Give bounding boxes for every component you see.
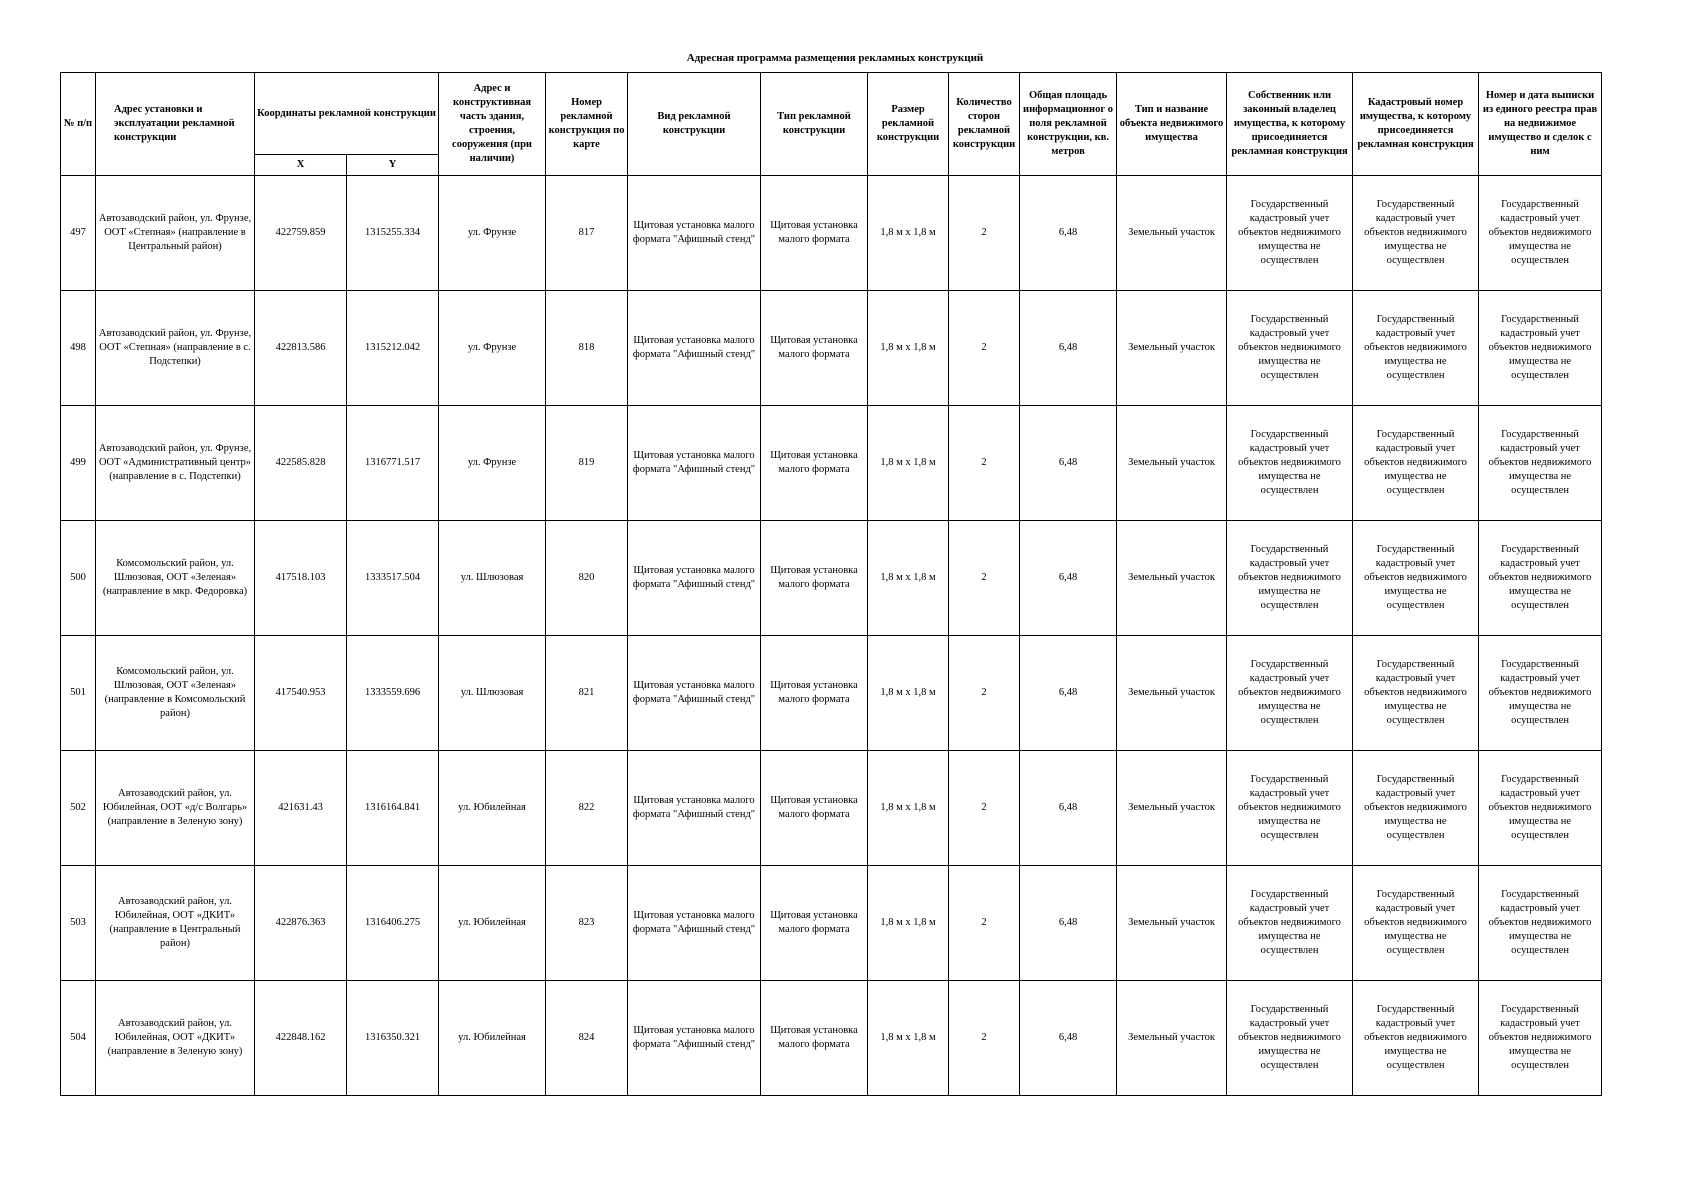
cell-registry: Государственный кадастровый учет объектов недвижимого имущества не осуществлен xyxy=(1479,521,1602,636)
table-row xyxy=(61,176,1602,291)
header-property: Тип и название объекта недвижимого имущества xyxy=(1117,73,1227,176)
cell-y: 1333517.504 xyxy=(347,521,439,636)
cell-building: ул. Шлюзовая xyxy=(439,636,546,751)
cell-x: 417518.103 xyxy=(255,521,347,636)
cell-address: Автозаводский район, ул. Фрунзе, ООТ «Степная» (направление в Центральный район) xyxy=(96,176,255,291)
header-area: Общая площадь информационног о поля рекламной конструкции, кв. метров xyxy=(1020,73,1117,176)
header-size: Размер рекламной конструкции xyxy=(868,73,949,176)
table-row xyxy=(61,406,1602,521)
cell-address: Автозаводский район, ул. Фрунзе, ООТ «Степная» (направление в с. Подстепки) xyxy=(96,291,255,406)
cell-property: Земельный участок xyxy=(1117,521,1227,636)
cell-cadastral: Государственный кадастровый учет объектов недвижимого имущества не осуществлен xyxy=(1353,291,1479,406)
cell-cadastral: Государственный кадастровый учет объектов недвижимого имущества не осуществлен xyxy=(1353,751,1479,866)
cell-building: ул. Фрунзе xyxy=(439,176,546,291)
cell-type: Щитовая установка малого формата xyxy=(761,521,868,636)
cell-address: Автозаводский район, ул. Юбилейная, ООТ «д/с Волгарь» (направление в Зеленую зону) xyxy=(96,751,255,866)
page-title: Адресная программа размещения рекламных конструкций xyxy=(686,52,984,64)
cell-building: ул. Фрунзе xyxy=(439,291,546,406)
cell-num: 498 xyxy=(61,291,96,406)
cell-sides: 2 xyxy=(949,636,1020,751)
cell-y: 1316350.321 xyxy=(347,981,439,1096)
cell-map-no: 824 xyxy=(546,981,628,1096)
cell-size: 1,8 м х 1,8 м xyxy=(868,291,949,406)
cell-cadastral: Государственный кадастровый учет объектов недвижимого имущества не осуществлен xyxy=(1353,981,1479,1096)
cell-y: 1316164.841 xyxy=(347,751,439,866)
header-x: X xyxy=(255,155,347,176)
cell-size: 1,8 м х 1,8 м xyxy=(868,521,949,636)
cell-owner: Государственный кадастровый учет объектов недвижимого имущества не осуществлен xyxy=(1227,751,1353,866)
cell-type: Щитовая установка малого формата xyxy=(761,291,868,406)
cell-type: Щитовая установка малого формата xyxy=(761,866,868,981)
cell-property: Земельный участок xyxy=(1117,291,1227,406)
cell-registry: Государственный кадастровый учет объектов недвижимого имущества не осуществлен xyxy=(1479,866,1602,981)
cell-cadastral: Государственный кадастровый учет объектов недвижимого имущества не осуществлен xyxy=(1353,866,1479,981)
cell-cadastral: Государственный кадастровый учет объектов недвижимого имущества не осуществлен xyxy=(1353,521,1479,636)
cell-x: 421631.43 xyxy=(255,751,347,866)
cell-x: 422813.586 xyxy=(255,291,347,406)
cell-area: 6,48 xyxy=(1020,751,1117,866)
cell-owner: Государственный кадастровый учет объектов недвижимого имущества не осуществлен xyxy=(1227,981,1353,1096)
cell-x: 422585.828 xyxy=(255,406,347,521)
cell-property: Земельный участок xyxy=(1117,981,1227,1096)
cell-sides: 2 xyxy=(949,291,1020,406)
cell-num: 501 xyxy=(61,636,96,751)
cell-kind: Щитовая установка малого формата "Афишный стенд" xyxy=(628,866,761,981)
cell-address: Автозаводский район, ул. Юбилейная, ООТ «ДКИТ» (направление в Зеленую зону) xyxy=(96,981,255,1096)
cell-cadastral: Государственный кадастровый учет объектов недвижимого имущества не осуществлен xyxy=(1353,176,1479,291)
header-address: Адрес установки и эксплуатации рекламной конструкции xyxy=(96,73,255,176)
cell-area: 6,48 xyxy=(1020,521,1117,636)
table-row xyxy=(61,981,1602,1096)
cell-area: 6,48 xyxy=(1020,176,1117,291)
cell-area: 6,48 xyxy=(1020,866,1117,981)
cell-owner: Государственный кадастровый учет объектов недвижимого имущества не осуществлен xyxy=(1227,521,1353,636)
cell-property: Земельный участок xyxy=(1117,866,1227,981)
cell-address: Автозаводский район, ул. Фрунзе, ООТ «Административный центр» (направление в с. Подстепки) xyxy=(96,406,255,521)
cell-property: Земельный участок xyxy=(1117,636,1227,751)
table-row xyxy=(61,751,1602,866)
cell-registry: Государственный кадастровый учет объектов недвижимого имущества не осуществлен xyxy=(1479,176,1602,291)
cell-sides: 2 xyxy=(949,521,1020,636)
header-coords: Координаты рекламной конструкции xyxy=(255,73,439,155)
table-row xyxy=(61,291,1602,406)
cell-address: Автозаводский район, ул. Юбилейная, ООТ «ДКИТ» (направление в Центральный район) xyxy=(96,866,255,981)
header-y: Y xyxy=(347,155,439,176)
cell-address: Комсомольский район, ул. Шлюзовая, ООТ «Зеленая» (направление в Комсомольский район) xyxy=(96,636,255,751)
cell-owner: Государственный кадастровый учет объектов недвижимого имущества не осуществлен xyxy=(1227,291,1353,406)
header-building: Адрес и конструктивная часть здания, строения, сооружения (при наличии) xyxy=(439,73,546,176)
cell-num: 503 xyxy=(61,866,96,981)
header-owner: Собственник или законный владелец имущества, к которому присоединяется рекламная конструкция xyxy=(1227,73,1353,176)
cell-type: Щитовая установка малого формата xyxy=(761,636,868,751)
cell-size: 1,8 м х 1,8 м xyxy=(868,406,949,521)
cell-num: 497 xyxy=(61,176,96,291)
cell-type: Щитовая установка малого формата xyxy=(761,751,868,866)
cell-x: 417540.953 xyxy=(255,636,347,751)
cell-sides: 2 xyxy=(949,751,1020,866)
header-num: № п/п xyxy=(61,73,96,176)
cell-map-no: 818 xyxy=(546,291,628,406)
table-row xyxy=(61,866,1602,981)
cell-num: 502 xyxy=(61,751,96,866)
cell-registry: Государственный кадастровый учет объектов недвижимого имущества не осуществлен xyxy=(1479,751,1602,866)
cell-y: 1315255.334 xyxy=(347,176,439,291)
cell-map-no: 820 xyxy=(546,521,628,636)
cell-x: 422876.363 xyxy=(255,866,347,981)
cell-property: Земельный участок xyxy=(1117,406,1227,521)
header-cadastral: Кадастровый номер имущества, к которому присоединяется рекламная конструкция xyxy=(1353,73,1479,176)
cell-property: Земельный участок xyxy=(1117,176,1227,291)
cell-owner: Государственный кадастровый учет объектов недвижимого имущества не осуществлен xyxy=(1227,866,1353,981)
cell-sides: 2 xyxy=(949,406,1020,521)
cell-type: Щитовая установка малого формата xyxy=(761,176,868,291)
cell-building: ул. Фрунзе xyxy=(439,406,546,521)
cell-num: 499 xyxy=(61,406,96,521)
table-body xyxy=(61,176,1602,1096)
cell-size: 1,8 м х 1,8 м xyxy=(868,636,949,751)
cell-size: 1,8 м х 1,8 м xyxy=(868,176,949,291)
cell-building: ул. Юбилейная xyxy=(439,751,546,866)
cell-sides: 2 xyxy=(949,866,1020,981)
cell-registry: Государственный кадастровый учет объектов недвижимого имущества не осуществлен xyxy=(1479,406,1602,521)
cell-size: 1,8 м х 1,8 м xyxy=(868,866,949,981)
cell-map-no: 823 xyxy=(546,866,628,981)
cell-address: Комсомольский район, ул. Шлюзовая, ООТ «Зеленая» (направление в мкр. Федоровка) xyxy=(96,521,255,636)
cell-y: 1333559.696 xyxy=(347,636,439,751)
cell-kind: Щитовая установка малого формата "Афишный стенд" xyxy=(628,981,761,1096)
cell-num: 500 xyxy=(61,521,96,636)
table-row xyxy=(61,521,1602,636)
cell-map-no: 817 xyxy=(546,176,628,291)
cell-building: ул. Юбилейная xyxy=(439,866,546,981)
cell-cadastral: Государственный кадастровый учет объектов недвижимого имущества не осуществлен xyxy=(1353,636,1479,751)
cell-owner: Государственный кадастровый учет объектов недвижимого имущества не осуществлен xyxy=(1227,406,1353,521)
cell-size: 1,8 м х 1,8 м xyxy=(868,751,949,866)
cell-kind: Щитовая установка малого формата "Афишный стенд" xyxy=(628,751,761,866)
cell-kind: Щитовая установка малого формата "Афишный стенд" xyxy=(628,406,761,521)
cell-sides: 2 xyxy=(949,981,1020,1096)
cell-area: 6,48 xyxy=(1020,291,1117,406)
table-row xyxy=(61,636,1602,751)
cell-area: 6,48 xyxy=(1020,406,1117,521)
cell-area: 6,48 xyxy=(1020,981,1117,1096)
header-registry: Номер и дата выписки из единого реестра прав на недвижимое имущество и сделок с ним xyxy=(1479,73,1602,176)
cell-sides: 2 xyxy=(949,176,1020,291)
cell-map-no: 819 xyxy=(546,406,628,521)
cell-size: 1,8 м х 1,8 м xyxy=(868,981,949,1096)
cell-kind: Щитовая установка малого формата "Афишный стенд" xyxy=(628,291,761,406)
header-kind: Вид рекламной конструкции xyxy=(628,73,761,176)
cell-y: 1316406.275 xyxy=(347,866,439,981)
cell-kind: Щитовая установка малого формата "Афишный стенд" xyxy=(628,636,761,751)
header-sides: Количество сторон рекламной конструкции xyxy=(949,73,1020,176)
cell-x: 422759.859 xyxy=(255,176,347,291)
cell-registry: Государственный кадастровый учет объектов недвижимого имущества не осуществлен xyxy=(1479,981,1602,1096)
cell-cadastral: Государственный кадастровый учет объектов недвижимого имущества не осуществлен xyxy=(1353,406,1479,521)
cell-y: 1315212.042 xyxy=(347,291,439,406)
cell-area: 6,48 xyxy=(1020,636,1117,751)
header-map-no: Номер рекламной конструкция по карте xyxy=(546,73,628,176)
cell-owner: Государственный кадастровый учет объектов недвижимого имущества не осуществлен xyxy=(1227,176,1353,291)
cell-num: 504 xyxy=(61,981,96,1096)
cell-property: Земельный участок xyxy=(1117,751,1227,866)
cell-y: 1316771.517 xyxy=(347,406,439,521)
cell-kind: Щитовая установка малого формата "Афишный стенд" xyxy=(628,176,761,291)
advertising-structures-table xyxy=(60,72,1602,1096)
cell-x: 422848.162 xyxy=(255,981,347,1096)
cell-map-no: 822 xyxy=(546,751,628,866)
cell-registry: Государственный кадастровый учет объектов недвижимого имущества не осуществлен xyxy=(1479,636,1602,751)
header-type: Тип рекламной конструкции xyxy=(761,73,868,176)
cell-map-no: 821 xyxy=(546,636,628,751)
cell-owner: Государственный кадастровый учет объектов недвижимого имущества не осуществлен xyxy=(1227,636,1353,751)
cell-type: Щитовая установка малого формата xyxy=(761,406,868,521)
cell-registry: Государственный кадастровый учет объектов недвижимого имущества не осуществлен xyxy=(1479,291,1602,406)
cell-kind: Щитовая установка малого формата "Афишный стенд" xyxy=(628,521,761,636)
cell-building: ул. Юбилейная xyxy=(439,981,546,1096)
cell-building: ул. Шлюзовая xyxy=(439,521,546,636)
cell-type: Щитовая установка малого формата xyxy=(761,981,868,1096)
